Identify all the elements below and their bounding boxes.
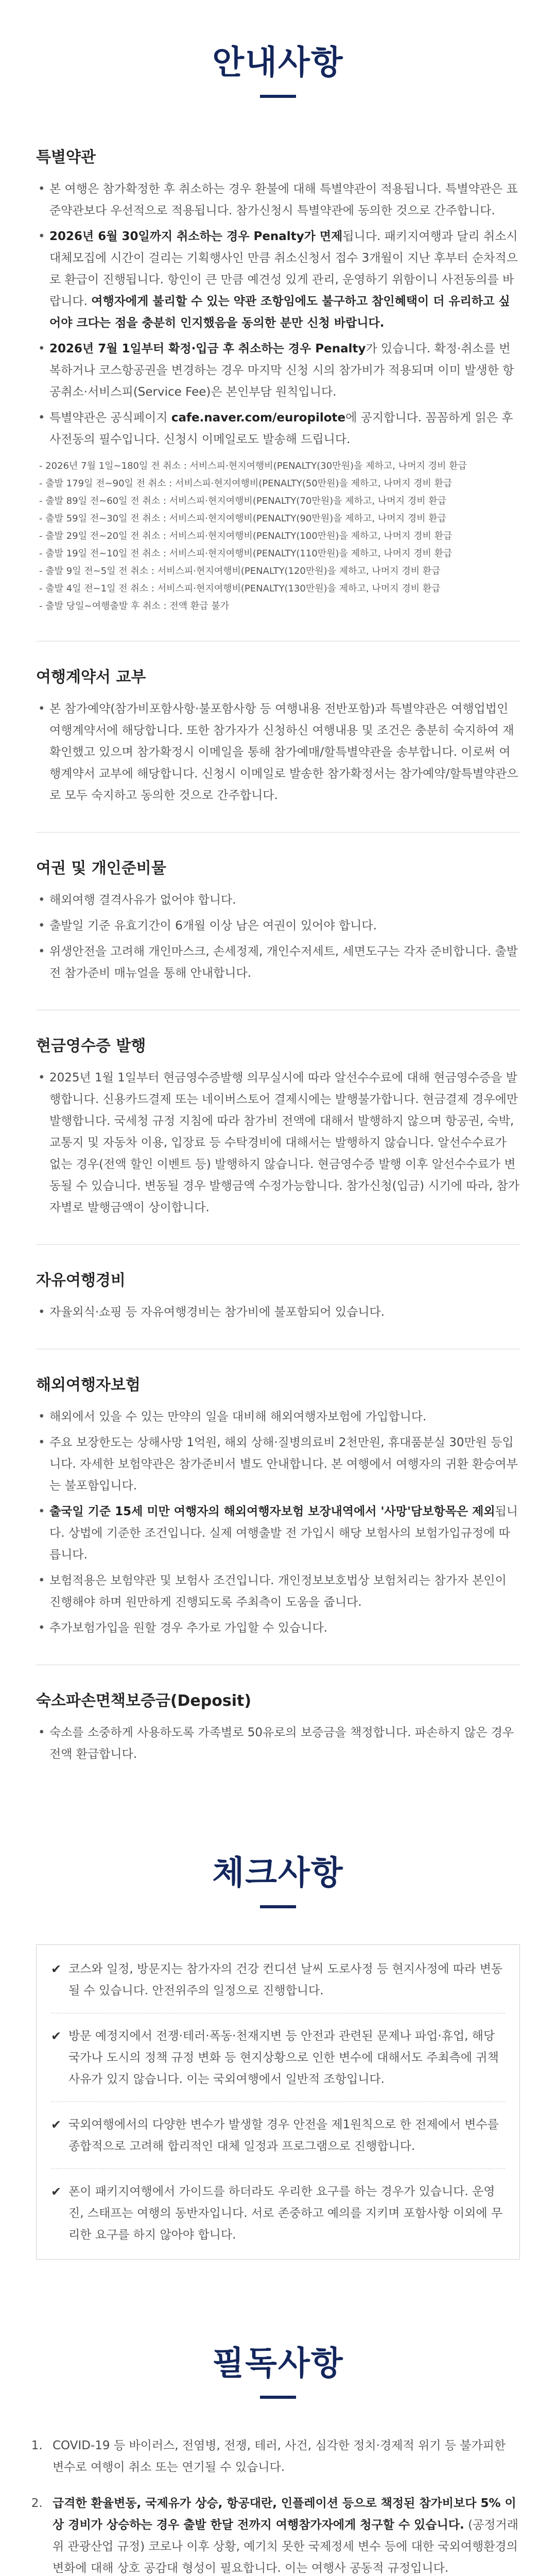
list-item: • 보험적용은 보험약관 및 보험사 조건입니다. 개인정보보호법상 보험처리는 참가자 본인이 진행해야 하며 원만하게 진행되도록 주최측이 도움을 줍니다. — [36, 1570, 520, 1613]
insurance-heading: 해외여행자보험 — [36, 1376, 141, 1394]
special-terms-section — [36, 144, 520, 615]
list-item: • 추가보험가입을 원할 경우 추가로 가입할 수 있습니다. — [36, 1617, 520, 1639]
checkmark-icon: ✔ — [51, 1962, 62, 1976]
list-item: • 본 참가예약(참가비포함사항·불포함사항 등 여행내용 전반포함)과 특별약관은 여행업법인 여행계약서에 해당합니다. 또한 참가자가 신청하신 여행내용 및 조건은 충분히 숙지하여 재확인했고 있으며 참가확정시 이메일을 통해 참가예매/할특별약관을 송부합니다. 이로써 여행계약서 교부에 해당합니다. 신청시 이메일로 발송한 참가확정서는 참가예약/할특별약관으로 모두 숙지하고 동의한 것으로 간주합니다. — [36, 698, 520, 806]
must-title: 필독사항 — [212, 2345, 344, 2383]
deposit-section — [36, 1688, 520, 1765]
penalty-item: - 출발 59일 전~30일 전 취소 : 서비스피·현지여행비(PENALTY(90만원)을 제하고, 나머지 경비 환급 — [39, 513, 446, 524]
list-item: • 해외에서 있을 수 있는 만약의 일을 대비해 해외여행자보험에 가입합니다. — [36, 1406, 520, 1428]
deposit-heading: 숙소파손면책보증금(Deposit) — [36, 1692, 252, 1710]
title-underline — [260, 2396, 296, 2399]
receipt-heading: 현금영수증 발행 — [36, 1037, 146, 1055]
penalty-item: - 출발 9일 전~5일 전 취소 : 서비스피·현지여행비(PENALTY(120만원)을 제하고, 나머지 경비 환급 — [39, 566, 441, 577]
penalty-item: - 2026년 7월 1일~180일 전 취소 : 서비스피·현지여행비(PENALTY(30만원)을 제하고, 나머지 경비 환급 — [39, 461, 467, 471]
receipt-section — [36, 1033, 520, 1218]
checkmark-icon: ✔ — [51, 2029, 62, 2043]
divider — [51, 2013, 505, 2014]
penalty-schedule — [36, 457, 520, 615]
check-title: 체크사항 — [212, 1854, 344, 1892]
list-item: 1. COVID-19 등 바이러스, 전염병, 전쟁, 테러, 사건, 심각한 정치·경제적 위기 등 불가피한 변수로 여행이 취소 또는 연기될 수 있습니다. — [46, 2435, 520, 2478]
list-item: 2. 급격한 환율변동, 국제유가 상승, 항공대란, 인플레이션 등으로 책정된 참가비보다 5% 이상 경비가 상승하는 경우 출발 한달 전까지 여행참가자에게 청구할 수 있습니다. (공정거래위 관광산업 규정) 코로나 이후 상황, 예기치 못한 국제정세 변수 등에 대한 국외여행환경의 변화에 대해 상호 공감대 형성이 필요합니다. 이는 여행사 공동적 규정입니다. — [46, 2493, 520, 2576]
check-item: ✔ 폰이 패키지여행에서 가이드를 하더라도 우리한 요구를 하는 경우가 있습니다. 운영진, 스태프는 여행의 동반자입니다. 서로 존중하고 예의를 지키며 포함사항 이외에 무리한 요구를 하지 않아야 합니다. — [51, 2181, 505, 2246]
list-item: • 본 여행은 참가확정한 후 취소하는 경우 환불에 대해 특별약관이 적용됩니다. 특별약관은 표준약관보다 우선적으로 적용됩니다. 참가신청시 특별약관에 동의한 것으로 간주합니다. — [36, 178, 520, 222]
list-item: • 위생안전을 고려해 개인마스크, 손세정제, 개인수저세트, 세면도구는 각자 준비합니다. 출발 전 참가준비 매뉴얼을 통해 안내합니다. — [36, 941, 520, 984]
list-item: • 2025년 1월 1일부터 현금영수증발행 의무실시에 따라 알선수수료에 대해 현금영수증을 발행합니다. 신용카드결제 또는 네이버스토어 결제시에는 발행불가합니다. 현금결제 경우에만 발행합니다. 국세청 규정 지침에 따라 참가비 전액에 대해서 발행하지 않으며 항공권, 숙박, 교통지 및 자동차 이용, 입장료 등 수탁경비에 대해서는 발행하지 않습니다. 알선수수료가 없는 경우(전액 할인 이벤트 등) 발행하지 않습니다. 현금영수증 발행 이후 알선수수료가 변동될 수 있습니다. 변동될 경우 발행금액 수정가능합니다. 참가신청(입금) 시기에 따라, 참가자별로 발행금액이 상이합니다. — [36, 1067, 520, 1218]
list-item: • 2026년 7월 1일부터 확정·입금 후 취소하는 경우 Penalty가 있습니다. 확정·취소를 번복하거나 코스항공권을 변경하는 경우 마지막 신청 시의 참가비가 적용되며 이미 발생한 항공취소·서비스피(Service Fee)은 본인부담 원칙입니다. — [36, 338, 520, 403]
check-header — [0, 1769, 556, 1908]
delivery-section — [36, 664, 520, 806]
list-item: • 해외여행 결격사유가 없어야 합니다. — [36, 889, 520, 911]
passport-section — [36, 855, 520, 984]
list-item: • 출발일 기준 유효기간이 6개월 이상 남은 여권이 있어야 합니다. — [36, 915, 520, 937]
list-item: • 특별약관은 공식페이지 cafe.naver.com/europilote에 공지합니다. 꼼꼼하게 읽은 후 사전동의 필수입니다. 신청시 이메일로도 발송해 드립니다. — [36, 407, 520, 450]
list-item: • 숙소를 소중하게 사용하도록 가족별로 50유로의 보증금을 책정합니다. 파손하지 않은 경우 전액 환급합니다. — [36, 1722, 520, 1765]
divider — [36, 1244, 520, 1245]
list-item: • 출국일 기준 15세 미만 여행자의 해외여행자보험 보장내역에서 '사망'담보항목은 제외됩니다. 상법에 기준한 조건입니다. 실제 여행출발 전 가입시 해당 보험사의 보험가입규정에 따릅니다. — [36, 1501, 520, 1566]
divider — [51, 2102, 505, 2103]
penalty-item: - 출발 19일 전~10일 전 취소 : 서비스피·현지여행비(PENALTY(110만원)을 제하고, 나머지 경비 환급 — [39, 548, 453, 559]
free-expense-heading: 자유여행경비 — [36, 1272, 126, 1290]
penalty-item: - 출발 4일 전~1일 전 취소 : 서비스피·현지여행비(PENALTY(130만원)을 제하고, 나머지 경비 환급 — [39, 583, 441, 594]
insurance-section — [36, 1372, 520, 1639]
check-item: ✔ 코스와 일정, 방문지는 참가자의 건강 컨디션 날씨 도로사정 등 현지사정에 따라 변동될 수 있습니다. 안전위주의 일정으로 진행합니다. — [51, 1958, 505, 2002]
cafe-link[interactable]: cafe.naver.com/europilote — [171, 411, 346, 425]
checkmark-icon: ✔ — [51, 2117, 62, 2132]
check-item: ✔ 방문 예정지에서 전쟁·테러·폭동·천재지변 등 안전과 관련된 문제나 파업·휴업, 해당국가나 도시의 정책 규정 변화 등 현지상황으로 인한 변수에 대해서도 주최측에 귀책사유가 있지 않습니다. 이는 국외여행에서 일반적 조항입니다. — [51, 2025, 505, 2090]
must-header — [0, 2260, 556, 2399]
penalty-item: - 출발 89일 전~60일 전 취소 : 서비스피·현지여행비(PENALTY(70만원)을 제하고, 나머지 경비 환급 — [39, 496, 446, 506]
list-item: • 자율외식·쇼핑 등 자유여행경비는 참가비에 불포함되어 있습니다. — [36, 1301, 520, 1323]
passport-heading: 여권 및 개인준비물 — [36, 859, 166, 877]
title-underline — [260, 95, 296, 98]
divider — [36, 832, 520, 833]
divider — [51, 2168, 505, 2170]
list-item: • 주요 보장한도는 상해사망 1억원, 해외 상해·질병의료비 2천만원, 휴대품분실 30만원 등입니다. 자세한 보험약관은 참가준비서 별도 안내합니다. 본 여행에서 여행자의 귀환 환승여부는 불포함입니다. — [36, 1432, 520, 1497]
penalty-item: - 출발 당일~여행출발 후 취소 : 전액 환급 불가 — [39, 601, 230, 612]
special-terms-heading: 특별약관 — [36, 148, 96, 166]
notice-title: 안내사항 — [212, 44, 344, 82]
notice-header — [0, 0, 556, 98]
must-list — [46, 2435, 520, 2576]
penalty-item: - 출발 179일 전~90일 전 취소 : 서비스피·현지여행비(PENALTY(50만원)을 제하고, 나머지 경비 환급 — [39, 478, 453, 489]
check-box — [36, 1944, 520, 2260]
title-underline — [260, 1905, 296, 1908]
check-item: ✔ 국외여행에서의 다양한 변수가 발생할 경우 안전을 제1원칙으로 한 전제에서 변수를 종합적으로 고려해 합리적인 대체 일정과 프로그램으로 진행합니다. — [51, 2114, 505, 2157]
checkmark-icon: ✔ — [51, 2184, 62, 2199]
delivery-heading: 여행계약서 교부 — [36, 668, 146, 686]
list-item: • 2026년 6월 30일까지 취소하는 경우 Penalty가 면제됩니다. 패키지여행과 달리 취소시 대체모집에 시간이 걸리는 기획행사인 만큼 취소신청서 접수 3개월이 지난 후부터 순차적으로 환급이 진행됩니다. 항인이 큰 만큼 예견성 있게 관리, 운영하기 위함이니 사전동의를 바랍니다. 여행자에게 불리할 수 있는 약관 조항임에도 불구하고 참인혜택이 더 유리하고 싶어야 크다는 점을 충분히 인지했음을 동의한 분만 신청 바랍니다. — [36, 226, 520, 334]
free-expense-section — [36, 1267, 520, 1323]
penalty-item: - 출발 29일 전~20일 전 취소 : 서비스피·현지여행비(PENALTY(100만원)을 제하고, 나머지 경비 환급 — [39, 531, 453, 541]
